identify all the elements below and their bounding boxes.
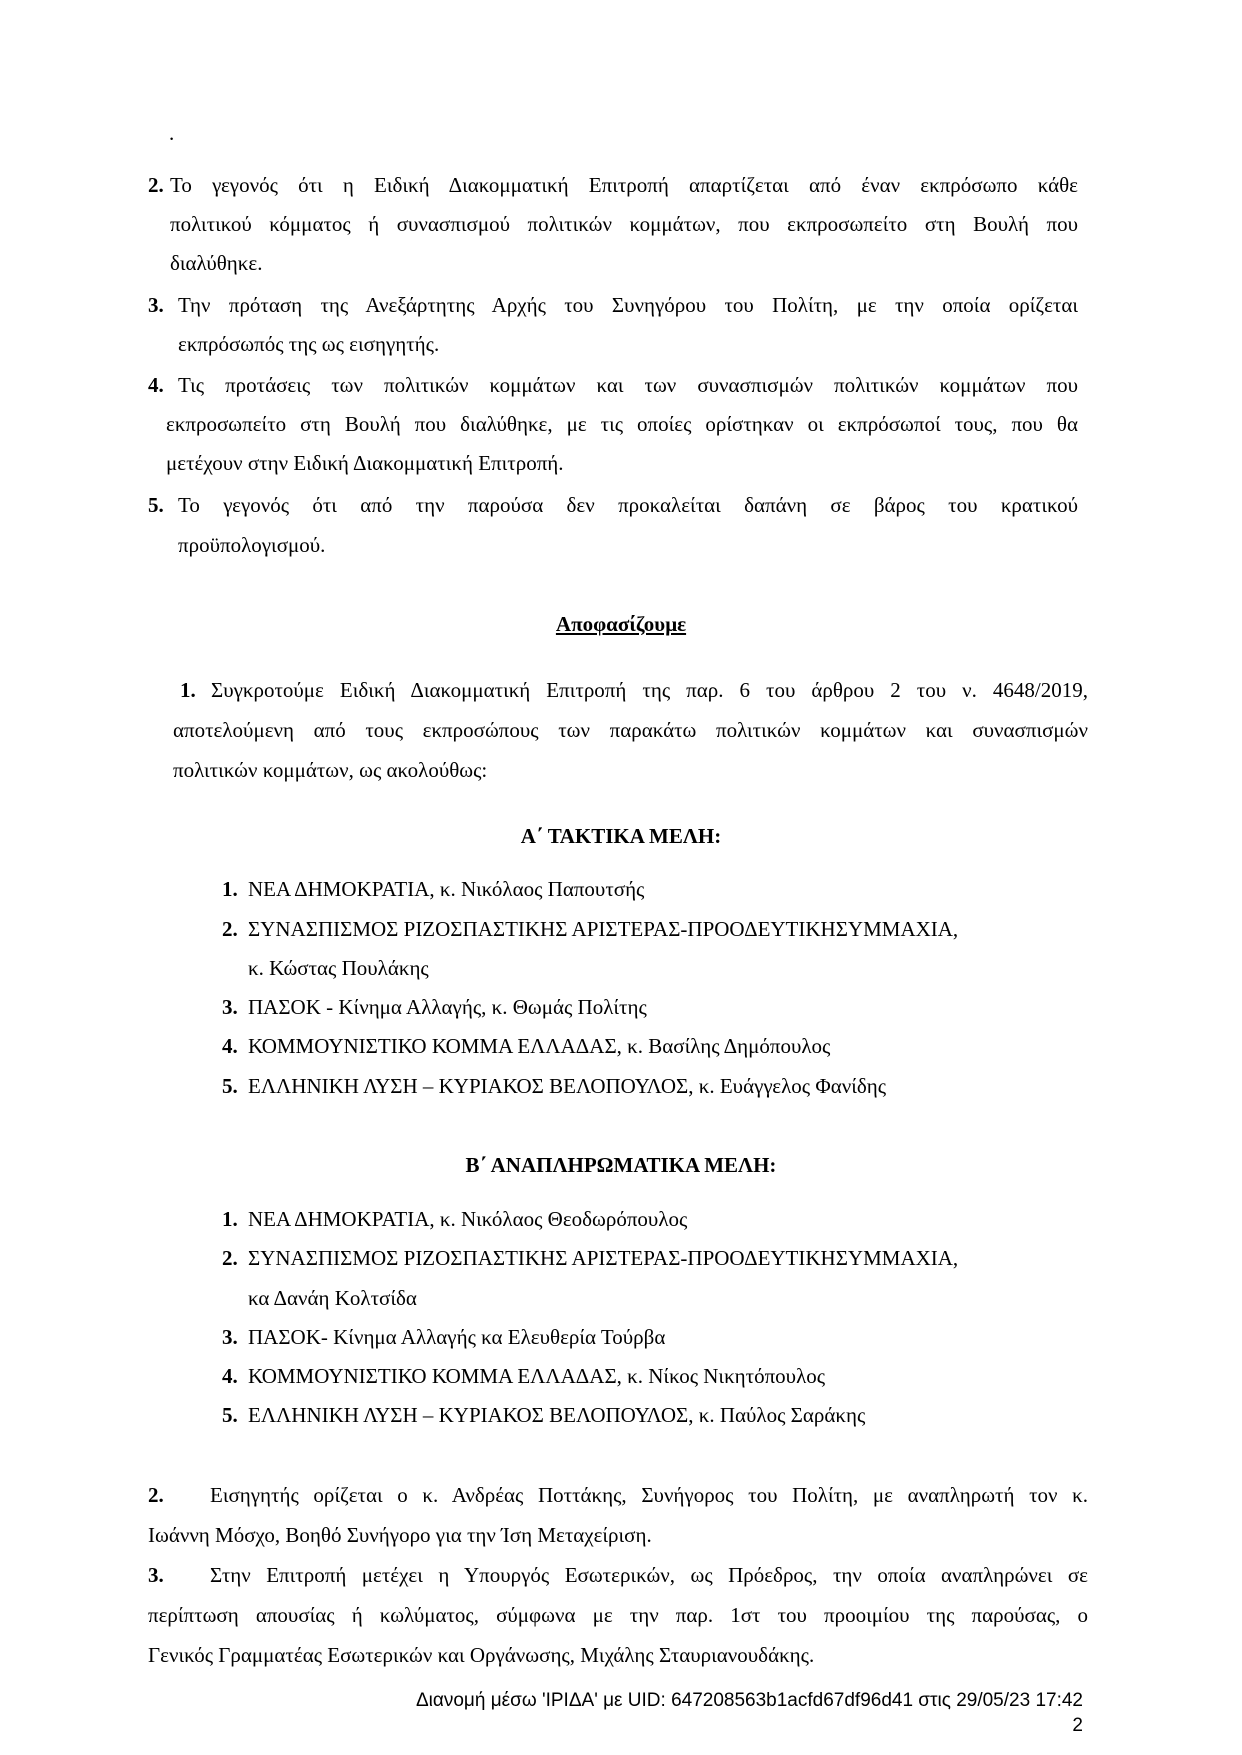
member-text-continuation: κα Δανάη Κολτσίδα <box>248 1286 417 1310</box>
member-number: 5. <box>222 1074 238 1098</box>
member-number: 1. <box>222 1207 238 1231</box>
consideration-text: Το γεγονός ότι από την παρούσα δεν προκαλείται δαπάνη σε βάρος του κρατικού <box>178 493 1078 517</box>
member-number: 3. <box>222 1325 238 1349</box>
consideration-number: 2. <box>148 173 164 197</box>
member-number: 2. <box>222 917 238 941</box>
member-text: ΕΛΛΗΝΙΚΗ ΛΥΣΗ – ΚΥΡΙΑΚΟΣ ΒΕΛΟΠΟΥΛΟΣ, κ. Παύλος Σαράκης <box>248 1403 866 1427</box>
member-text: ΣΥΝΑΣΠΙΣΜΟΣ ΡΙΖΟΣΠΑΣΤΙΚΗΣ ΑΡΙΣΤΕΡΑΣ-ΠΡΟΟΔΕΥΤΙΚΗΣΥΜΜΑΧΙΑ, <box>248 917 959 941</box>
consideration-text: Την πρόταση της Ανεξάρτητης Αρχής του Συνηγόρου του Πολίτη, με την οποία ορίζεται <box>178 293 1078 317</box>
decision-text: αποτελούμενη από τους εκπροσώπους των παρακάτω πολιτικών κομμάτων και συνασπισμών <box>173 718 1088 742</box>
consideration-text: προϋπολογισμού. <box>178 533 326 557</box>
decision-text: Συγκροτούμε Ειδική Διακομματική Επιτροπή της παρ. 6 του άρθρου 2 του ν. 4648/2019, <box>211 678 1088 702</box>
decision-text: Γενικός Γραμματέας Εσωτερικών και Οργάνωσης, Μιχάλης Σταυριανουδάκης. <box>148 1643 815 1667</box>
decision-text: Εισηγητής ορίζεται ο κ. Ανδρέας Ποττάκης, Συνήγορος του Πολίτη, με αναπληρωτή τον κ. <box>210 1483 1088 1507</box>
decision-number: 2. <box>148 1483 164 1507</box>
consideration-text: διαλύθηκε. <box>170 251 263 275</box>
member-number: 3. <box>222 995 238 1019</box>
member-text: ΝΕΑ ΔΗΜΟΚΡΑΤΙΑ, κ. Νικόλαος Παπουτσής <box>248 877 645 901</box>
decision-number: 3. <box>148 1563 164 1587</box>
member-text: ΚΟΜΜΟΥΝΙΣΤΙΚΟ ΚΟΜΜΑ ΕΛΛΑΔΑΣ, κ. Νίκος Νικητόπουλος <box>248 1364 826 1388</box>
member-number: 2. <box>222 1246 238 1270</box>
member-text-continuation: κ. Κώστας Πουλάκης <box>248 956 429 980</box>
distribution-footer: Διανομή μέσω 'ΙΡΙΔΑ' με UID: 647208563b1acfd67df96d41 στις 29/05/23 17:42 <box>415 1690 1083 1711</box>
decision-text: περίπτωση απουσίας ή κωλύματος, σύμφωνα με την παρ. 1στ του προοιμίου της παρούσας, ο <box>148 1603 1088 1627</box>
page-number: 2 <box>1072 1715 1083 1736</box>
stray-dot: . <box>169 121 175 145</box>
member-text: ΠΑΣΟΚ- Κίνημα Αλλαγής κα Ελευθερία Τούρβα <box>248 1325 666 1349</box>
member-text: ΣΥΝΑΣΠΙΣΜΟΣ ΡΙΖΟΣΠΑΣΤΙΚΗΣ ΑΡΙΣΤΕΡΑΣ-ΠΡΟΟΔΕΥΤΙΚΗΣΥΜΜΑΧΙΑ, <box>248 1246 959 1270</box>
decision-text: πολιτικών κομμάτων, ως ακολούθως: <box>173 758 488 782</box>
consideration-number: 4. <box>148 373 164 397</box>
regular-members-title: Α΄ ΤΑΚΤΙΚΑ ΜΕΛΗ: <box>520 824 722 848</box>
alternate-members-title: Β΄ ΑΝΑΠΛΗΡΩΜΑΤΙΚΑ ΜΕΛΗ: <box>465 1153 777 1177</box>
consideration-number: 3. <box>148 293 164 317</box>
member-number: 5. <box>222 1403 238 1427</box>
member-number: 1. <box>222 877 238 901</box>
member-text: ΠΑΣΟΚ - Κίνημα Αλλαγής, κ. Θωμάς Πολίτης <box>248 995 647 1019</box>
decision-heading <box>0 612 1242 637</box>
decision-text: Στην Επιτροπή μετέχει η Υπουργός Εσωτερικών, ως Πρόεδρος, την οποία αναπληρώνει σε <box>210 1563 1088 1587</box>
consideration-text: μετέχουν στην Ειδική Διακομματική Επιτροπή. <box>166 451 564 475</box>
member-number: 4. <box>222 1034 238 1058</box>
decision-number: 1. <box>180 678 196 702</box>
member-number: 4. <box>222 1364 238 1388</box>
decision-text: Ιωάννη Μόσχο, Βοηθό Συνήγορο για την Ίση Μεταχείριση. <box>148 1523 652 1547</box>
member-text: ΝΕΑ ΔΗΜΟΚΡΑΤΙΑ, κ. Νικόλαος Θεοδωρόπουλος <box>248 1207 688 1231</box>
consideration-text: Τις προτάσεις των πολιτικών κομμάτων και των συνασπισμών πολιτικών κομμάτων που <box>178 373 1078 397</box>
member-text: ΚΟΜΜΟΥΝΙΣΤΙΚΟ ΚΟΜΜΑ ΕΛΛΑΔΑΣ, κ. Βασίλης Δημόπουλος <box>248 1034 831 1058</box>
consideration-text: πολιτικού κόμματος ή συνασπισμού πολιτικών κομμάτων, που εκπροσωπείτο στη Βουλή που <box>170 212 1078 236</box>
consideration-text: εκπρόσωπός της ως εισηγητής. <box>178 332 440 356</box>
consideration-text: εκπροσωπείτο στη Βουλή που διαλύθηκε, με τις οποίες ορίστηκαν οι εκπρόσωποί τους, που θα <box>166 412 1078 436</box>
consideration-text: Το γεγονός ότι η Ειδική Διακομματική Επιτροπή απαρτίζεται από έναν εκπρόσωπο κάθε <box>170 173 1078 197</box>
consideration-number: 5. <box>148 493 164 517</box>
decision-heading-text: Αποφασίζουμε <box>555 612 687 636</box>
member-text: ΕΛΛΗΝΙΚΗ ΛΥΣΗ – ΚΥΡΙΑΚΟΣ ΒΕΛΟΠΟΥΛΟΣ, κ. Ευάγγελος Φανίδης <box>248 1074 887 1098</box>
